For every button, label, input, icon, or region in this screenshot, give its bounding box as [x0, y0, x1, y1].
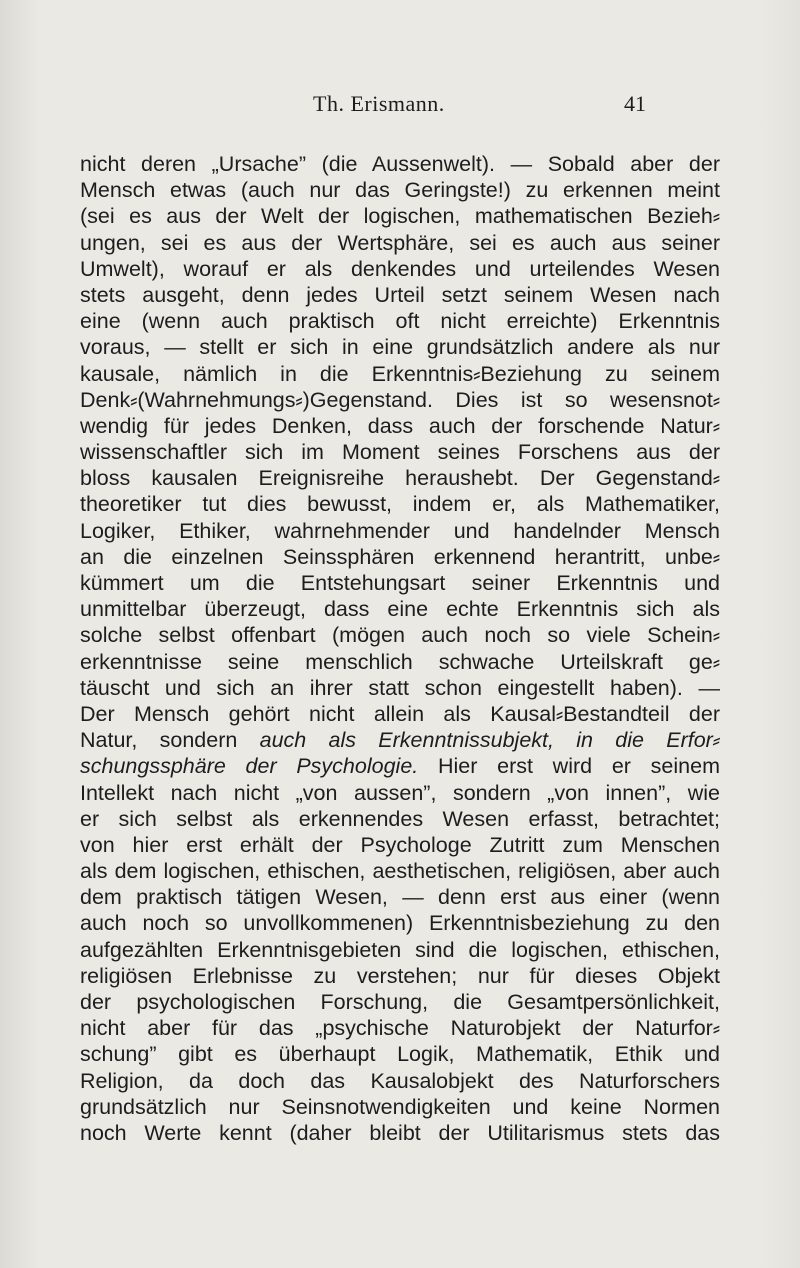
text-segment: nicht deren „Ursache” (die Aussenwelt). — Sobald aber der [80, 152, 720, 176]
text-line [80, 230, 720, 256]
text-segment: Religion, da doch das Kausalobjekt des Naturforschers [80, 1068, 720, 1093]
text-segment: Natur, sondern [80, 728, 260, 753]
text-line [80, 832, 720, 858]
text-line [80, 963, 720, 989]
text-line [80, 596, 720, 622]
text-segment: stets ausgeht, denn jedes Urteil setzt seinem Wesen nach [80, 282, 720, 307]
text-segment: (sei es aus der Welt der logischen, mathematischen Bezieh⸗ [80, 204, 720, 229]
text-line [80, 727, 720, 753]
text-line [80, 1068, 720, 1094]
text-line [80, 806, 720, 832]
text-segment: Umwelt), worauf er als denkendes und urteilendes Wesen [80, 256, 720, 281]
text-segment: solche selbst offenbart (mögen auch noch so viele Schein⸗ [80, 623, 720, 648]
text-segment: Hier erst wird er seinem [418, 754, 720, 779]
page-number: 41 [624, 91, 646, 116]
text-segment: er sich selbst als erkennendes Wesen erfasst, betrachtet; [80, 806, 720, 831]
text-line [80, 884, 720, 910]
text-line [80, 177, 720, 203]
text-line [80, 937, 720, 963]
text-line [80, 858, 720, 884]
text-line [80, 256, 720, 282]
text-segment: dem praktisch tätigen Wesen, — denn erst aus einer (wenn [80, 885, 720, 910]
text-line [80, 518, 720, 544]
text-segment: schungssphäre der Psychologie. [80, 754, 419, 779]
text-segment: schung” gibt es überhaupt Logik, Mathematik, Ethik und [80, 1042, 720, 1067]
text-line [80, 1120, 720, 1146]
text-line [80, 1094, 720, 1120]
text-segment: auch als Erkenntnissubjekt, in die Erfor⸗ [259, 728, 720, 753]
text-line [80, 491, 720, 517]
text-line [80, 465, 720, 491]
text-segment: grundsätzlich nur Seinsnotwendigkeiten und keine Normen [80, 1094, 720, 1119]
text-segment: Der Mensch gehört nicht allein als Kausal⸗Bestandteil der [80, 701, 720, 726]
text-line [80, 282, 720, 308]
text-line [80, 308, 720, 334]
text-line [80, 1041, 720, 1067]
text-segment: an die einzelnen Seinssphären erkennend herantritt, unbe⸗ [80, 544, 720, 569]
text-line [80, 1015, 720, 1041]
text-segment: der psychologischen Forschung, die Gesamtpersönlichkeit, [80, 990, 720, 1014]
text-line [80, 151, 720, 177]
text-segment: von hier erst erhält der Psychologe Zutritt zum Menschen [80, 832, 720, 857]
text-line [80, 203, 720, 229]
page-header [0, 91, 800, 121]
text-line [80, 570, 720, 596]
text-segment: religiösen Erlebnisse zu verstehen; nur für dieses Objekt [80, 963, 720, 988]
text-line [80, 387, 720, 413]
text-segment: Logiker, Ethiker, wahrnehmender und handelnder Mensch [80, 518, 720, 543]
text-segment: wendig für jedes Denken, dass auch der forschende Natur⸗ [80, 413, 720, 438]
text-segment: täuscht und sich an ihrer statt schon eingestellt haben). — [80, 675, 720, 700]
text-segment: eine (wenn auch praktisch oft nicht erreichte) Erkenntnis [80, 309, 720, 334]
body-text [80, 151, 720, 1146]
text-line [80, 701, 720, 727]
text-segment: ungen, sei es aus der Wertsphäre, sei es auch aus seiner [80, 230, 720, 255]
text-line [80, 989, 720, 1015]
text-line [80, 334, 720, 360]
text-segment: als dem logischen, ethischen, aesthetischen, religiösen, aber auch [80, 859, 720, 884]
text-line [80, 753, 720, 779]
text-segment: voraus, — stellt er sich in eine grundsätzlich andere als nur [80, 335, 720, 360]
text-segment: bloss kausalen Ereignisreihe heraushebt. Der Gegenstand⸗ [80, 466, 720, 491]
text-segment: erkenntnisse seine menschlich schwache Urteilskraft ge⸗ [80, 649, 720, 674]
text-line [80, 780, 720, 806]
text-segment: theoretiker tut dies bewusst, indem er, als Mathematiker, [80, 492, 720, 517]
text-segment: Intellekt nach nicht „von aussen”, sondern „von innen”, wie [80, 780, 720, 805]
text-segment: kausale, nämlich in die Erkenntnis⸗Beziehung zu seinem [80, 361, 720, 386]
text-line [80, 544, 720, 570]
text-line [80, 649, 720, 675]
text-segment: unmittelbar überzeugt, dass eine echte Erkenntnis sich als [80, 597, 720, 622]
text-segment: nicht aber für das „psychische Naturobjekt der Naturfor⸗ [80, 1016, 720, 1041]
text-segment: aufgezählten Erkenntnisgebieten sind die logischen, ethischen, [80, 937, 720, 962]
running-head: Th. Erismann. [313, 91, 445, 116]
text-line [80, 361, 720, 387]
text-segment: kümmert um die Entstehungsart seiner Erkenntnis und [80, 571, 720, 595]
text-line [80, 675, 720, 701]
text-line [80, 439, 720, 465]
text-segment: Mensch etwas (auch nur das Geringste!) zu erkennen meint [80, 178, 720, 203]
text-segment: Denk⸗(Wahrnehmungs⸗)Gegenstand. Dies ist so wesensnot⸗ [80, 387, 720, 412]
text-line [80, 910, 720, 936]
text-line [80, 413, 720, 439]
text-segment: noch Werte kennt (daher bleibt der Utilitarismus stets das [80, 1120, 720, 1145]
text-segment: auch noch so unvollkommenen) Erkenntnisbeziehung zu den [80, 911, 720, 936]
text-line [80, 622, 720, 648]
text-segment: wissenschaftler sich im Moment seines Forschens aus der [80, 440, 720, 465]
